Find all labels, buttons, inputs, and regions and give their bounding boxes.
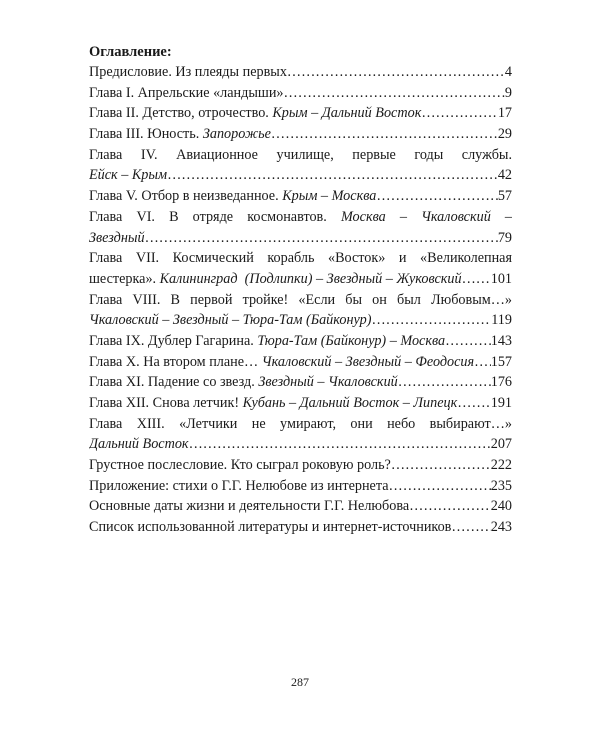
toc-entry-line — [89, 476, 512, 497]
toc-entry-line — [89, 124, 512, 145]
toc-dot-leader — [271, 124, 498, 145]
toc-entry-line — [89, 414, 512, 435]
toc-dot-leader — [371, 310, 491, 331]
toc-entry-line — [89, 434, 512, 455]
toc-entry-route-text: Ейск – Крым — [89, 167, 168, 184]
toc-dot-leader — [445, 331, 491, 352]
toc-dot-leader — [376, 186, 497, 207]
toc-entry-title-text: Глава XII. Снова летчик! — [89, 395, 243, 411]
toc-entry-title-text: Глава III. Юность. — [89, 126, 203, 143]
toc-entry — [89, 207, 512, 248]
toc-entry — [89, 145, 512, 186]
toc-dot-leader — [389, 476, 491, 497]
toc-entry — [89, 476, 512, 497]
toc-entry-route-text: Калининград (Подлипки) – Звездный – Жуковский — [159, 270, 462, 287]
toc-entry-line — [89, 83, 512, 104]
toc-entry-route-text: Запорожье — [202, 126, 271, 143]
toc-entry-line — [89, 145, 512, 166]
toc-entry-title-text: Приложение: стихи о Г.Г. Нелюбове из интернета — [89, 477, 389, 494]
toc-entry-route-text: Москва – Чкаловский – — [340, 208, 512, 225]
toc-entry-line — [89, 248, 512, 269]
toc-heading: Оглавление: — [89, 44, 172, 60]
toc-dot-leader — [398, 372, 491, 393]
toc-entry-page-number: 176 — [490, 374, 512, 391]
toc-entry-line — [89, 352, 512, 373]
toc-entry-page-number: 42 — [497, 167, 512, 184]
toc-entry-route-text: Чкаловский – Звездный – Тюра-Там (Байконур) — [89, 312, 372, 329]
toc-dot-leader — [189, 434, 491, 455]
toc-entry-line — [89, 62, 512, 83]
toc-entry-route-text: Крым – Москва — [282, 188, 377, 205]
toc-entry-line — [89, 517, 512, 538]
toc-entry-page-number: 9 — [504, 84, 512, 101]
toc-entry-page-number: 79 — [497, 229, 512, 246]
toc-entry-line — [89, 455, 512, 476]
toc-entry-line — [89, 290, 512, 311]
toc-entry — [89, 393, 512, 414]
toc-entry-line — [89, 228, 512, 249]
toc-dot-leader — [421, 103, 497, 124]
toc-entry-title-text: Глава XIII. «Летчики не умирают, они небо выбирают…» — [89, 415, 512, 432]
toc-entry-line — [89, 165, 512, 186]
toc-entry-title-text: Глава VI. В отряде космонавтов. — [89, 208, 341, 225]
toc-entry — [89, 517, 512, 538]
toc-entry — [89, 248, 512, 289]
toc-entry — [89, 290, 512, 331]
toc-entry-route-text: Крым – Дальний Восток — [272, 105, 422, 122]
toc-entry — [89, 62, 512, 83]
toc-entry-page-number: 17 — [497, 105, 512, 122]
toc-entry-line — [89, 310, 512, 331]
toc-entry — [89, 455, 512, 476]
toc-entry-list — [89, 62, 512, 538]
toc-entry-route-text: Звездный – Чкаловский — [258, 374, 398, 391]
toc-entry-page-number: 119 — [491, 312, 512, 329]
toc-entry-title-text: Глава IX. Дублер Гагарина. — [89, 332, 258, 349]
toc-entry-title-text: Глава II. Детство, отрочество. — [89, 105, 273, 122]
toc-entry-line — [89, 331, 512, 352]
toc-entry-title-text: Глава V. Отбор в неизведанное. — [89, 188, 283, 205]
table-of-contents — [89, 42, 512, 538]
toc-entry-title-text: Основные даты жизни и деятельности Г.Г. Нелюбова — [89, 498, 410, 515]
toc-entry-title-text: Глава I. Апрельские «ландыши» — [89, 84, 284, 101]
toc-entry-title-text: Глава X. На втором плане… — [89, 353, 262, 370]
toc-entry-title-text: Список использованной литературы и интернет-источников — [89, 519, 452, 536]
toc-entry-route-text: Кубань – Дальний Восток – Липецк — [242, 395, 458, 411]
toc-entry — [89, 186, 512, 207]
toc-entry-page-number: 57 — [497, 188, 512, 205]
toc-entry — [89, 414, 512, 455]
toc-entry-route-text: Звездный — [89, 229, 145, 246]
toc-entry-route-text: Дальний Восток — [89, 436, 189, 453]
toc-dot-leader — [474, 352, 491, 373]
toc-dot-leader — [145, 228, 498, 249]
toc-entry-line — [89, 186, 512, 207]
toc-entry — [89, 331, 512, 352]
toc-entry-page-number: 240 — [490, 498, 512, 515]
toc-entry-line — [89, 269, 512, 290]
toc-dot-leader — [457, 393, 490, 414]
toc-dot-leader — [391, 455, 491, 476]
toc-entry-route-text: Чкаловский – Звездный – Феодосия — [261, 353, 475, 370]
toc-entry — [89, 352, 512, 373]
toc-entry-page-number: 101 — [490, 270, 512, 287]
toc-entry-title-text: Глава VIII. В первой тройке! «Если бы он был Любовым…» — [89, 291, 512, 308]
toc-entry — [89, 372, 512, 393]
toc-entry-page-number: 191 — [490, 395, 512, 411]
toc-entry-page-number: 243 — [490, 519, 512, 536]
toc-entry-title-text: Предисловие. Из плеяды первых — [89, 64, 287, 80]
toc-entry — [89, 124, 512, 145]
toc-entry-line — [89, 372, 512, 393]
toc-dot-leader — [167, 165, 498, 186]
toc-entry-line — [89, 393, 512, 414]
toc-entry-title-text: Глава VII. Космический корабль «Восток» и «Великолепная — [89, 250, 512, 267]
toc-entry-title-text: Глава IV. Авиационное училище, первые годы службы. — [89, 146, 512, 163]
toc-entry-title-text: шестерка». — [89, 270, 160, 287]
toc-entry-line — [89, 207, 512, 228]
toc-entry-page-number: 235 — [490, 477, 512, 494]
toc-entry-page-number: 222 — [490, 457, 512, 474]
toc-entry-line — [89, 496, 512, 517]
toc-dot-leader — [451, 517, 490, 538]
toc-entry-route-text: Тюра-Там (Байконур) – Москва — [257, 332, 446, 349]
toc-entry — [89, 83, 512, 104]
toc-entry-page-number: 157 — [490, 353, 512, 370]
toc-entry-title-text: Грустное послесловие. Кто сыграл роковую роль? — [89, 457, 391, 474]
toc-entry — [89, 496, 512, 517]
toc-dot-leader — [284, 83, 505, 104]
toc-dot-leader — [287, 62, 505, 83]
toc-entry-page-number: 29 — [497, 126, 512, 143]
toc-entry-page-number: 207 — [490, 436, 512, 453]
toc-entry-line — [89, 103, 512, 124]
toc-dot-leader — [409, 496, 491, 517]
toc-entry-title-text: Глава XI. Падение со звезд. — [89, 374, 259, 391]
toc-entry-page-number: 143 — [490, 332, 512, 349]
toc-entry — [89, 103, 512, 124]
toc-dot-leader — [462, 269, 491, 290]
toc-entry-page-number: 4 — [504, 64, 512, 80]
page-number: 287 — [291, 675, 309, 689]
